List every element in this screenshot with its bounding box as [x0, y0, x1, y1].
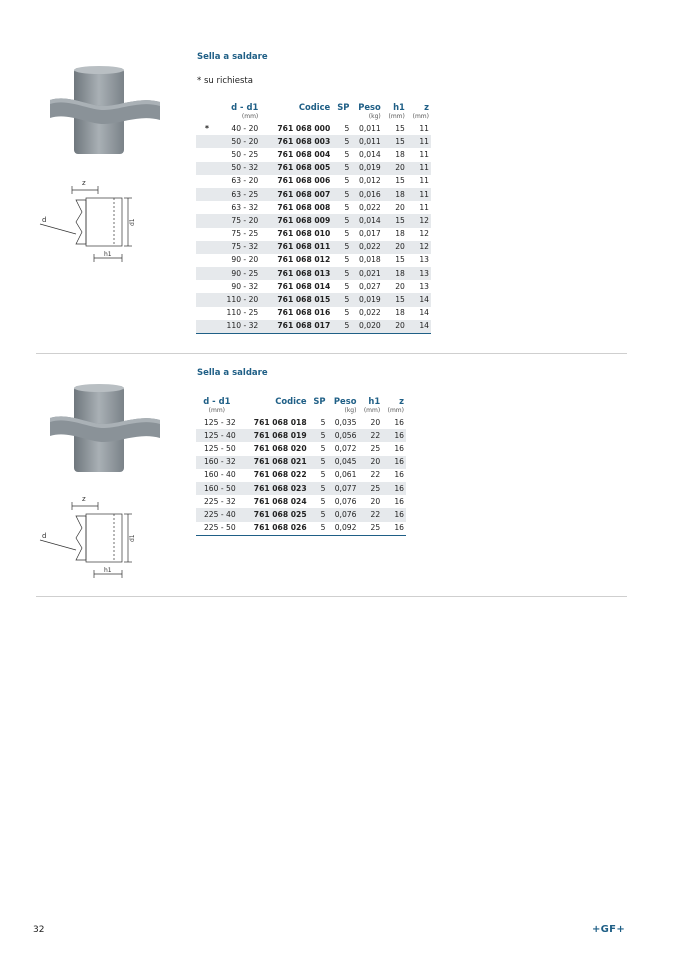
cell-d-d1: 110 - 32: [218, 320, 260, 334]
table-row: [196, 442, 406, 455]
cell-code: 761 068 014: [277, 281, 331, 291]
cell-d-d1: 40 - 20: [231, 123, 259, 133]
cell-z: 16: [382, 522, 406, 536]
unit-d-d1: (mm): [208, 407, 226, 414]
page-number: 32: [33, 925, 45, 935]
cell-d-d1: 90 - 25: [218, 267, 260, 280]
cell-d-d1: 225 - 50: [196, 522, 238, 536]
cell-h1: 25: [358, 482, 382, 495]
cell-z: 13: [419, 281, 429, 291]
diagram-label-z: z: [82, 495, 86, 503]
cell-d-d1: 50 - 32: [218, 162, 260, 175]
cell-z: 14: [419, 308, 429, 318]
mark-cell: [196, 135, 218, 148]
table-row: [196, 482, 406, 495]
cell-z: 16: [382, 482, 406, 495]
diagram-label-h1: h1: [104, 567, 112, 574]
cell-h1: 20: [370, 417, 381, 427]
cell-weight: 0,077: [327, 482, 358, 495]
cell-sp: 5: [344, 176, 350, 186]
table-row: [196, 148, 431, 161]
cell-h1: 25: [358, 522, 382, 536]
cell-d-d1: 110 - 25: [226, 308, 259, 318]
diagram-label-d1: d1: [129, 534, 136, 542]
table-row: [196, 429, 406, 442]
cell-d-d1: 63 - 32: [231, 202, 259, 212]
cell-weight: 0,061: [334, 470, 357, 480]
cell-d-d1: 90 - 20: [231, 255, 259, 265]
mark-cell: [196, 175, 218, 188]
cell-z: 16: [394, 496, 404, 506]
cell-code: 761 068 017: [260, 320, 332, 334]
gf-logo: +GF+: [592, 924, 625, 935]
cell-d-d1: 125 - 32: [203, 417, 236, 427]
cell-h1: 18: [395, 308, 405, 318]
dimension-diagram-2: [36, 492, 148, 586]
diagram-label-d: d: [42, 532, 47, 540]
unit-code: [260, 112, 332, 122]
table-row: [196, 416, 406, 429]
unit-d-d1: (mm): [241, 113, 259, 120]
section-divider-2: [36, 596, 627, 597]
cell-sp: 5: [344, 149, 350, 159]
cell-code: 761 068 005: [260, 162, 332, 175]
cell-weight: 0,072: [334, 443, 357, 453]
cell-code: 761 068 010: [277, 229, 331, 239]
cell-sp: 5: [332, 320, 351, 334]
diagram-label-h1: h1: [104, 251, 112, 258]
cell-z: 13: [419, 255, 429, 265]
table-row: [196, 307, 431, 320]
cell-h1: 18: [395, 149, 405, 159]
diagram-label-z: z: [82, 179, 86, 187]
cell-h1: 20: [383, 320, 407, 334]
cell-code: 761 068 016: [277, 308, 331, 318]
cell-d-d1: 125 - 40: [196, 429, 238, 442]
cell-weight: 0,045: [327, 456, 358, 469]
cell-sp: 5: [309, 456, 328, 469]
table-row: [196, 175, 431, 188]
cell-d-d1: 75 - 25: [231, 229, 259, 239]
table-row: [196, 293, 431, 306]
cell-h1: 15: [383, 214, 407, 227]
saddle-fitting-image: [48, 62, 162, 162]
header-code: Codice: [298, 101, 331, 112]
cell-z: 12: [419, 229, 429, 239]
section-divider-1: [36, 353, 627, 354]
unit-weight: (kg): [344, 407, 357, 414]
cell-code: 761 068 022: [253, 470, 307, 480]
cell-sp: 5: [309, 508, 328, 521]
cell-weight: 0,018: [359, 255, 381, 265]
cell-weight: 0,022: [351, 241, 382, 254]
section-title-2: Sella a saldare: [197, 368, 268, 378]
cell-code: 761 068 025: [238, 508, 309, 521]
table-row: [196, 508, 406, 521]
cell-z: 11: [419, 123, 429, 133]
header-weight: Peso: [358, 101, 381, 112]
cell-h1: 22: [358, 508, 382, 521]
spec-table-1: [196, 101, 431, 334]
cell-z: 13: [407, 267, 431, 280]
unit-z: (mm): [387, 407, 404, 414]
cell-d-d1: 160 - 32: [196, 456, 238, 469]
cell-h1: 15: [395, 176, 405, 186]
cell-sp: 5: [332, 135, 351, 148]
cell-code: 761 068 004: [277, 149, 331, 159]
cell-h1: 15: [395, 255, 405, 265]
cell-h1: 22: [358, 429, 382, 442]
mark-cell: [196, 162, 218, 175]
cell-z: 16: [394, 417, 404, 427]
cell-h1: 20: [358, 456, 382, 469]
table-row: [196, 122, 431, 135]
cell-sp: 5: [344, 308, 350, 318]
mark-cell: [196, 228, 218, 241]
table-row: [196, 495, 406, 508]
diagram-label-d: d: [42, 216, 47, 224]
cell-d-d1: 160 - 40: [203, 470, 236, 480]
cell-sp: 5: [320, 496, 326, 506]
cell-code: 761 068 024: [253, 496, 307, 506]
cell-sp: 5: [309, 429, 328, 442]
header-h1: h1: [393, 101, 405, 112]
mark-cell: [196, 241, 218, 254]
cell-h1: 18: [383, 267, 407, 280]
table-row: [196, 201, 431, 214]
cell-weight: 0,014: [351, 214, 382, 227]
cell-sp: 5: [320, 443, 326, 453]
cell-code: 761 068 003: [260, 135, 332, 148]
cell-sp: 5: [344, 202, 350, 212]
cell-z: 12: [407, 241, 431, 254]
cell-code: 761 068 012: [277, 255, 331, 265]
cell-code: 761 068 015: [260, 293, 332, 306]
cell-z: 14: [407, 293, 431, 306]
product-photo-2: [48, 380, 162, 484]
product-photo-1: [48, 62, 162, 166]
cell-d-d1: 75 - 32: [218, 241, 260, 254]
unit-weight: (kg): [368, 113, 381, 120]
cell-h1: 15: [383, 135, 407, 148]
table-row: [196, 267, 431, 280]
cell-weight: 0,035: [334, 417, 357, 427]
table-row: [196, 280, 431, 293]
mark-cell: [196, 148, 218, 161]
header-sp: SP: [313, 395, 326, 406]
cell-weight: 0,022: [359, 308, 381, 318]
diagram-label-d1: d1: [129, 218, 136, 226]
cell-d-d1: 75 - 20: [218, 214, 260, 227]
header-sp: SP: [337, 101, 350, 112]
mark-cell: [196, 293, 218, 306]
cell-z: 11: [407, 162, 431, 175]
cell-weight: 0,014: [359, 149, 381, 159]
unit-h1: (mm): [363, 407, 381, 414]
cell-h1: 18: [383, 188, 407, 201]
cell-h1: 18: [395, 229, 405, 239]
cell-h1: 22: [370, 470, 381, 480]
header-d-d1: d - d1: [231, 101, 259, 112]
cell-code: 761 068 023: [238, 482, 309, 495]
cell-code: 761 068 011: [260, 241, 332, 254]
table-row: [196, 320, 431, 334]
cell-weight: 0,022: [359, 202, 381, 212]
on-request-note: * su richiesta: [197, 76, 253, 86]
cell-weight: 0,011: [359, 123, 381, 133]
mark-cell: [196, 307, 218, 320]
cell-code: 761 068 018: [253, 417, 307, 427]
cell-z: 16: [382, 429, 406, 442]
header-weight: Peso: [333, 395, 357, 406]
cell-h1: 20: [395, 202, 405, 212]
cell-d-d1: 125 - 50: [203, 443, 236, 453]
cell-sp: 5: [332, 293, 351, 306]
cell-h1: 20: [370, 496, 381, 506]
cell-d-d1: 225 - 40: [196, 508, 238, 521]
table-row: [196, 135, 431, 148]
unit-sp: [332, 112, 351, 122]
cell-weight: 0,011: [351, 135, 382, 148]
cell-d-d1: 50 - 20: [218, 135, 260, 148]
cell-code: 761 068 026: [238, 522, 309, 536]
cell-sp: 5: [332, 241, 351, 254]
cell-d-d1: 50 - 25: [231, 149, 259, 159]
header-h1: h1: [368, 395, 381, 406]
table-row: [196, 456, 406, 469]
table-row: [196, 241, 431, 254]
saddle-fitting-image: [48, 380, 162, 480]
cell-h1: 20: [383, 162, 407, 175]
cell-weight: 0,027: [359, 281, 381, 291]
cell-d-d1: 160 - 50: [196, 482, 238, 495]
mark-cell: [196, 214, 218, 227]
cell-sp: 5: [344, 281, 350, 291]
cell-d-d1: 225 - 32: [203, 496, 236, 506]
mark-cell: [196, 188, 218, 201]
cell-sp: 5: [332, 162, 351, 175]
cell-weight: 0,021: [351, 267, 382, 280]
cell-h1: 15: [395, 123, 405, 133]
table-row: [196, 469, 406, 482]
mark-cell: *: [205, 123, 209, 133]
table-row: [196, 188, 431, 201]
cell-code: 761 068 006: [277, 176, 331, 186]
mark-cell: [196, 254, 218, 267]
cell-weight: 0,076: [327, 508, 358, 521]
table-row: [196, 522, 406, 536]
header-d-d1: d - d1: [203, 395, 231, 406]
header-code: Codice: [275, 395, 307, 406]
cell-sp: 5: [320, 417, 326, 427]
cell-code: 761 068 000: [277, 123, 331, 133]
cell-code: 761 068 013: [260, 267, 332, 280]
cell-d-d1: 110 - 20: [218, 293, 260, 306]
cell-z: 14: [407, 320, 431, 334]
cell-weight: 0,016: [351, 188, 382, 201]
cell-d-d1: 90 - 32: [231, 281, 259, 291]
cell-h1: 20: [395, 281, 405, 291]
cell-sp: 5: [309, 482, 328, 495]
cell-d-d1: 63 - 20: [231, 176, 259, 186]
cell-h1: 20: [383, 241, 407, 254]
table-row: [196, 162, 431, 175]
unit-sp: [309, 406, 328, 416]
cell-sp: 5: [332, 214, 351, 227]
cell-z: 16: [382, 508, 406, 521]
cell-code: 761 068 009: [260, 214, 332, 227]
cell-code: 761 068 007: [260, 188, 332, 201]
cell-z: 16: [394, 443, 404, 453]
section-title-1: Sella a saldare: [197, 52, 268, 62]
cell-z: 11: [419, 176, 429, 186]
cell-code: 761 068 008: [277, 202, 331, 212]
unit-code: [238, 406, 309, 416]
header-z: z: [399, 395, 404, 406]
cell-h1: 15: [383, 293, 407, 306]
cell-sp: 5: [344, 255, 350, 265]
cell-weight: 0,017: [359, 229, 381, 239]
cell-z: 12: [407, 214, 431, 227]
cell-code: 761 068 019: [238, 429, 309, 442]
cell-weight: 0,076: [334, 496, 357, 506]
cell-weight: 0,092: [327, 522, 358, 536]
header-z: z: [424, 101, 429, 112]
cell-sp: 5: [344, 123, 350, 133]
cell-sp: 5: [332, 188, 351, 201]
unit-h1: (mm): [388, 113, 405, 120]
cell-sp: 5: [344, 229, 350, 239]
dimension-diagram-1: [36, 176, 148, 270]
cell-h1: 25: [370, 443, 381, 453]
cell-sp: 5: [309, 522, 328, 536]
cell-z: 11: [419, 202, 429, 212]
cell-z: 16: [382, 456, 406, 469]
cell-sp: 5: [320, 470, 326, 480]
mark-cell: [196, 320, 218, 334]
mark-cell: [196, 280, 218, 293]
mark-cell: [196, 267, 218, 280]
table-row: [196, 228, 431, 241]
cell-sp: 5: [332, 267, 351, 280]
cell-z: 11: [407, 135, 431, 148]
cell-code: 761 068 021: [238, 456, 309, 469]
mark-cell: [196, 201, 218, 214]
cell-weight: 0,056: [327, 429, 358, 442]
cell-d-d1: 63 - 25: [218, 188, 260, 201]
cell-weight: 0,020: [351, 320, 382, 334]
cell-code: 761 068 020: [253, 443, 307, 453]
cell-weight: 0,019: [351, 293, 382, 306]
cell-z: 11: [407, 188, 431, 201]
cell-weight: 0,012: [359, 176, 381, 186]
unit-z: (mm): [412, 113, 429, 120]
cell-weight: 0,019: [351, 162, 382, 175]
cell-z: 16: [394, 470, 404, 480]
spec-table-2: [196, 395, 406, 536]
table-row: [196, 214, 431, 227]
cell-z: 11: [419, 149, 429, 159]
table-row: [196, 254, 431, 267]
